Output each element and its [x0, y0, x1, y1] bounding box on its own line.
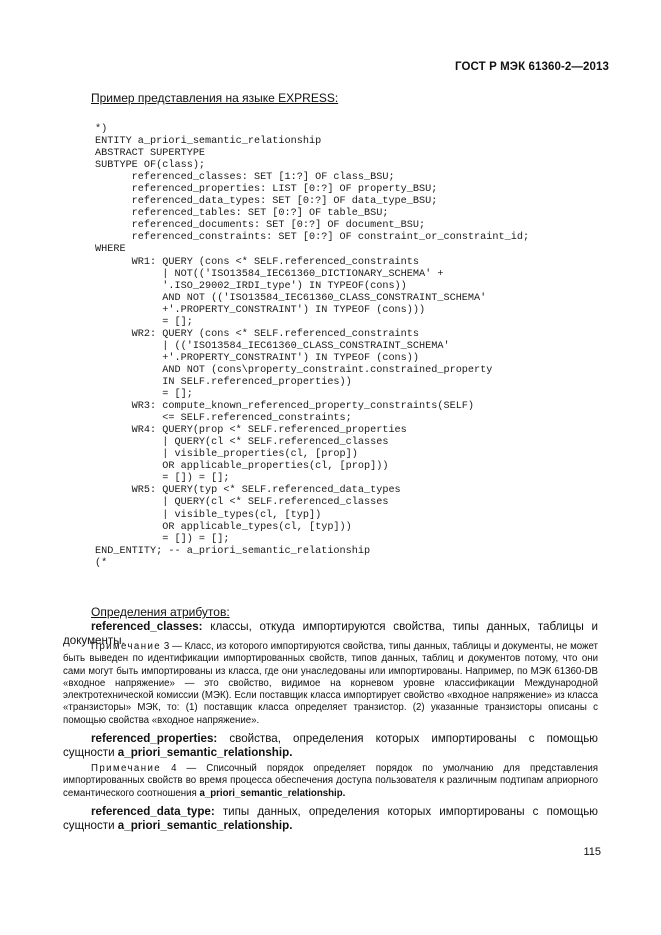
code-line: WR5: QUERY(typ <* SELF.referenced_data_types: [95, 485, 401, 497]
sentence-end: .: [289, 746, 293, 759]
code-line: referenced_constraints: SET [0:?] OF constraint_or_constraint_id;: [95, 232, 530, 244]
code-line: WHERE: [95, 244, 126, 256]
code-line: referenced_tables: SET [0:?] OF table_BSU;: [95, 208, 389, 220]
code-line: = []) = [];: [95, 473, 230, 485]
code-line: AND NOT (cons\property_constraint.constrained_property: [95, 364, 493, 376]
code-line: WR4: QUERY(prop <* SELF.referenced_properties: [95, 425, 407, 437]
example-intro: Пример представления на языке EXPRESS:: [91, 91, 339, 105]
sentence-end: .: [289, 819, 293, 832]
code-line: END_ENTITY; -- a_priori_semantic_relationship: [95, 545, 371, 557]
code-line: referenced_documents: SET [0:?] OF document_BSU;: [95, 220, 426, 232]
express-code-block: [95, 124, 529, 570]
code-line: OR applicable_types(cl, [typ])): [95, 521, 352, 533]
document-header: ГОСТ Р МЭК 61360-2—2013: [455, 61, 609, 73]
note-4: [63, 763, 598, 800]
code-line: WR3: compute_known_referenced_property_constraints(SELF): [95, 401, 475, 413]
code-line: WR2: QUERY (cons <* SELF.referenced_constraints: [95, 328, 420, 340]
code-line: | (('ISO13584_IEC61360_CLASS_CONSTRAINT_SCHEMA': [95, 340, 450, 352]
definition-referenced-data-type: [63, 805, 598, 833]
code-line: +'.PROPERTY_CONSTRAINT') IN TYPEOF (cons))): [95, 304, 426, 316]
code-line: *): [95, 124, 108, 135]
code-line: | visible_properties(cl, [prop]): [95, 449, 358, 461]
note-label: Примечание: [91, 641, 162, 652]
term-referenced-classes: referenced_classes:: [91, 620, 203, 633]
code-line: (*: [95, 557, 108, 569]
sentence-end: .: [342, 787, 346, 799]
code-line: = []) = [];: [95, 533, 230, 545]
code-line: = [];: [95, 389, 193, 401]
code-line: | visible_types(cl, [typ]): [95, 509, 322, 521]
code-line: AND NOT (('ISO13584_IEC61360_CLASS_CONSTRAINT_SCHEMA': [95, 292, 487, 304]
definition-referenced-properties: [63, 732, 598, 760]
code-line: <= SELF.referenced_constraints;: [95, 413, 352, 425]
definition-text: типы данных, определения которых импортированы с помощью сущности: [63, 805, 598, 832]
code-line: referenced_classes: SET [1:?] OF class_BSU;: [95, 172, 395, 184]
term-referenced-properties: referenced_properties:: [91, 732, 218, 745]
note-text: 3 — Класс, из которого импортируются свойства, типы данных, таблицы и документы, не может быть выведен по идентификации импортированных свойств, типов данных, таблиц и документов потому, что они сами могут быть импортированы из класса, где они унаследованы или импортированы. Например, по МЭК 61360-DB «входное напряжение» — это свойство, видимое на корневом уровне классификации Международной электротехнической комиссии (МЭК). Если поставщик класса импортирует свойство «входное напряжение» из класса «транзисторы» МЭК, то: (1) поставщик класса определяет транзистор. (2) указанные транзисторы описаны с помощью свойства «входное напряжение».: [63, 641, 598, 726]
code-line: referenced_data_types: SET [0:?] OF data_type_BSU;: [95, 196, 438, 208]
entity-name: a_priori_semantic_relationship: [117, 746, 290, 759]
definition-text: классы, откуда импортируются свойства, типы данных, таблицы и документы.: [63, 620, 598, 647]
attribute-definitions-heading: Определения атрибутов:: [91, 605, 230, 619]
page-number: 115: [583, 846, 601, 858]
code-line: | NOT(('ISO13584_IEC61360_DICTIONARY_SCHEMA' +: [95, 268, 444, 280]
code-line: OR applicable_properties(cl, [prop])): [95, 461, 389, 473]
code-line: referenced_properties: LIST [0:?] OF property_BSU;: [95, 184, 438, 196]
definition-text: свойства, определения которых импортированы с помощью сущности: [63, 732, 598, 759]
code-line: WR1: QUERY (cons <* SELF.referenced_constraints: [95, 256, 420, 268]
note-text: 4 — Списочный порядок определяет порядок по умолчанию для представления импортированных свойств во время процесса обеспечения доступа пользователя к различным подтипам априорного семантического соотношения: [63, 763, 598, 799]
code-line: ENTITY a_priori_semantic_relationship: [95, 136, 322, 148]
code-line: '.ISO_29002_IRDI_type') IN TYPEOF(cons)): [95, 280, 407, 292]
code-line: = [];: [95, 316, 193, 328]
code-line: IN SELF.referenced_properties)): [95, 376, 352, 388]
note-3: [63, 641, 598, 727]
entity-name: a_priori_semantic_relationship: [199, 787, 343, 799]
entity-name: a_priori_semantic_relationship: [117, 819, 290, 832]
code-line: SUBTYPE OF(class);: [95, 160, 206, 172]
code-line: ABSTRACT SUPERTYPE: [95, 148, 206, 160]
code-line: | QUERY(cl <* SELF.referenced_classes: [95, 497, 389, 509]
note-label: Примечание: [91, 763, 162, 774]
code-line: | QUERY(cl <* SELF.referenced_classes: [95, 437, 389, 449]
code-line: +'.PROPERTY_CONSTRAINT') IN TYPEOF (cons)): [95, 352, 420, 364]
term-referenced-data-type: referenced_data_type:: [91, 805, 215, 818]
